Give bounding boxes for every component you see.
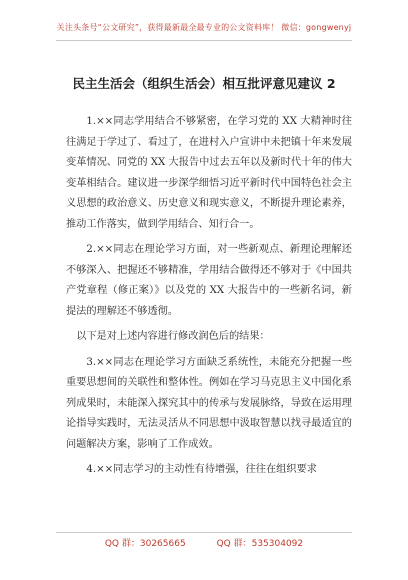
paragraph-1: 1.××同志学用结合不够紧密，在学习党的 XX 大精神时往往满足于学过了、看过了，在进村入户宣讲中未把镇十年来发展变革情况、同党的 XX 大报告中过去五年以及新时代十年的伟大变革相结合。建议进一步深学细悟习近平新时代中国特色社会主义思想的政治意义、历史意义和现实意义，不断提升理论素养，推动工作落实，做到学用结合、知行合一。 <box>66 116 352 230</box>
footer-qq-group-2: QQ 群：535304092 <box>216 539 304 549</box>
paragraph-4: 4.××同志学习的主动性有待增强，往往在组织要求 <box>86 464 317 475</box>
footer-qq-group-1: QQ 群：30265665 <box>104 539 186 549</box>
paragraph-2: 2.××同志在理论学习方面，对一些新观点、新理论理解还不够深入、把握还不够精准，学用结合做得还不够对于《中国共产党章程（修正案）》以及党的 XX 大报告中的一些新名词，新提法的理解还不够透彻。 <box>66 244 352 317</box>
header-note: 关注头条号“公文研究”，获得最新最全最专业的公文资料库！ 微信：gongwenyj <box>56 23 352 32</box>
document-body <box>66 112 352 486</box>
footer-divider <box>56 532 352 533</box>
paragraph-note: 以下是对上述内容进行修改润色后的结果： <box>76 331 270 342</box>
document-title: 民主生活会（组织生活会）相互批评意见建议 2 <box>72 76 336 91</box>
paragraph-3: 3.××同志在理论学习方面缺乏系统性，未能充分把握一些重要思想间的关联性和整体性。例如在学习马克思主义中国化系列成果时，未能深入探究其中的传承与发展脉络，导致在运用理论指导实践时，无法灵活从不同思想中汲取智慧以找寻最适宜的问题解决方案，影响了工作成效。 <box>66 356 352 450</box>
footer <box>0 536 408 549</box>
header-divider <box>56 40 352 41</box>
